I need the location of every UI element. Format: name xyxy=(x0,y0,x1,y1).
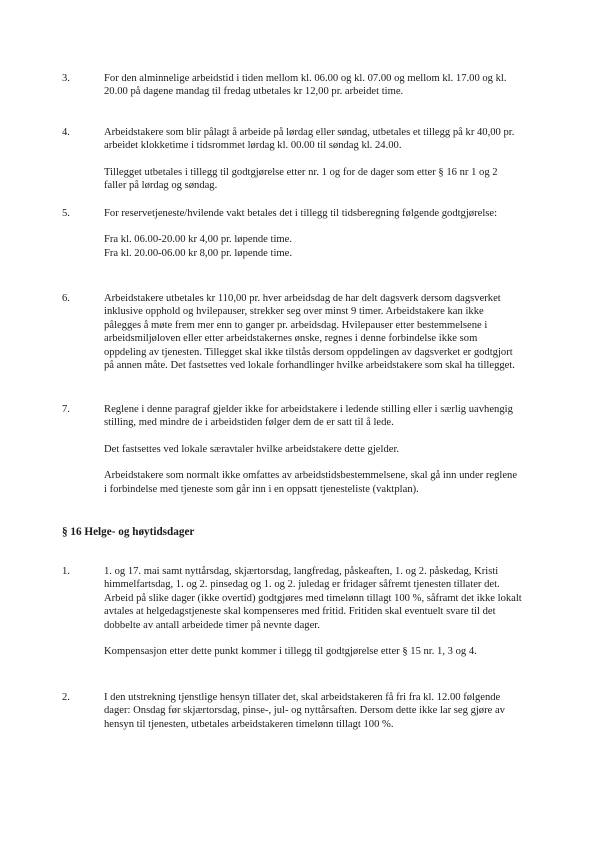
item-body xyxy=(104,126,522,193)
item-text: Fra kl. 06.00-20.00 kr 4,00 pr. løpende time. xyxy=(104,234,293,246)
item-body xyxy=(104,403,522,496)
item-text: Tillegget utbetales i tillegg til godtgjørelse etter nr. 1 og for de dager som etter § 16 nr 1 og 2 faller på lørdag og søndag. xyxy=(104,166,498,192)
item-number: 1. xyxy=(62,566,70,577)
item-text: Reglene i denne paragraf gjelder ikke for arbeidstakere i ledende stilling eller i særlig uavhengig stilling, med mindre de i arbeidstiden følger dem de er satt til å lede. xyxy=(104,404,513,429)
item-body xyxy=(104,207,522,260)
item-number: 4. xyxy=(62,127,70,138)
item-number: 2. xyxy=(62,692,70,703)
item-body xyxy=(104,691,522,731)
item-body xyxy=(104,292,522,372)
item-text: For reservetjeneste/hvilende vakt betales det i tillegg til tidsberegning følgende godtgjørelse: xyxy=(104,208,498,219)
section-heading: § 16 Helge- og høytidsdager xyxy=(62,526,195,538)
item-number: 3. xyxy=(62,73,70,84)
item-text: Arbeidstakere som normalt ikke omfattes av arbeidstidsbestemmelsene, skal gå inn under reglene i forbindelse med tjeneste som går inn i en oppsatt tjenesteliste (vaktplan). xyxy=(104,470,518,495)
item-text: Arbeidstakere som blir pålagt å arbeide på lørdag eller søndag, utbetales et tillegg på kr 40,00 pr. arbeidet klokketime i tidsrommet lørdag kl. 00.00 til søndag kl. 24.00. xyxy=(104,127,515,152)
item-body xyxy=(104,72,522,99)
item-number: 5. xyxy=(62,208,70,219)
item-text: 1. og 17. mai samt nyttårsdag, skjærtorsdag, langfredag, påskeaften, 1. og 2. påskedag, Kristi himmelfartsdag, 1. og 2. pinsedag og 1. og 2. juledag er fridager såfremt tjenesten tillater det. Arbeid på slike dager (ikke overtid) godtgjøres med timelønn tillagt 100 %, såframt det ikke lokalt avtales at helgedagstjeneste skal kompenseres med fritid. Fritiden skal eventuelt svare til det dobbelte av antall arbeidede timer på nevnte dager. xyxy=(104,566,522,631)
item-number: 7. xyxy=(62,404,70,415)
item-body xyxy=(104,565,522,658)
item-text: Fra kl. 20.00-06.00 kr 8,00 pr. løpende time. xyxy=(104,247,293,259)
item-text: Det fastsettes ved lokale særavtaler hvilke arbeidstakere dette gjelder. xyxy=(104,443,400,455)
item-text: Arbeidstakere utbetales kr 110,00 pr. hver arbeidsdag de har delt dagsverk dersom dagsverket inklusive opphold og hvilepauser, strekker seg over minst 9 timer. Arbeidstakere kan ikke pålegges å møte frem mer enn to ganger pr. arbeidsdag. Hvilepauser etter bestemmelsene i arbeidsmiljøloven eller etter arbeidstakernes ønske, regnes i denne forbindelse ikke som oppdeling av tjenesten. Tillegget skal ikke tilstås dersom oppdelingen av dagsverket er godtgjort på annen måte. Det fastsettes ved lokale forhandlinger hvilke arbeidstakere som skal ha tillegget. xyxy=(104,293,515,372)
item-text: I den utstrekning tjenstlige hensyn tillater det, skal arbeidstakeren få fri fra kl. 12.00 følgende dager: Onsdag før skjærtorsdag, pinse-, jul- og nyttårsaften. Dersom dette ikke lar seg gjøre av hensyn til tjenesten, utbetales arbeidstakeren timelønn tillagt 100 %. xyxy=(104,692,505,730)
item-number: 6. xyxy=(62,293,70,304)
item-text: Kompensasjon etter dette punkt kommer i tillegg til godtgjørelse etter § 15 nr. 1, 3 og 4. xyxy=(104,646,477,658)
item-text: For den alminnelige arbeidstid i tiden mellom kl. 06.00 og kl. 07.00 og mellom kl. 17.00 og kl. 20.00 på dagene mandag til fredag utbetales kr 12,00 pr. arbeidet time. xyxy=(104,73,507,98)
